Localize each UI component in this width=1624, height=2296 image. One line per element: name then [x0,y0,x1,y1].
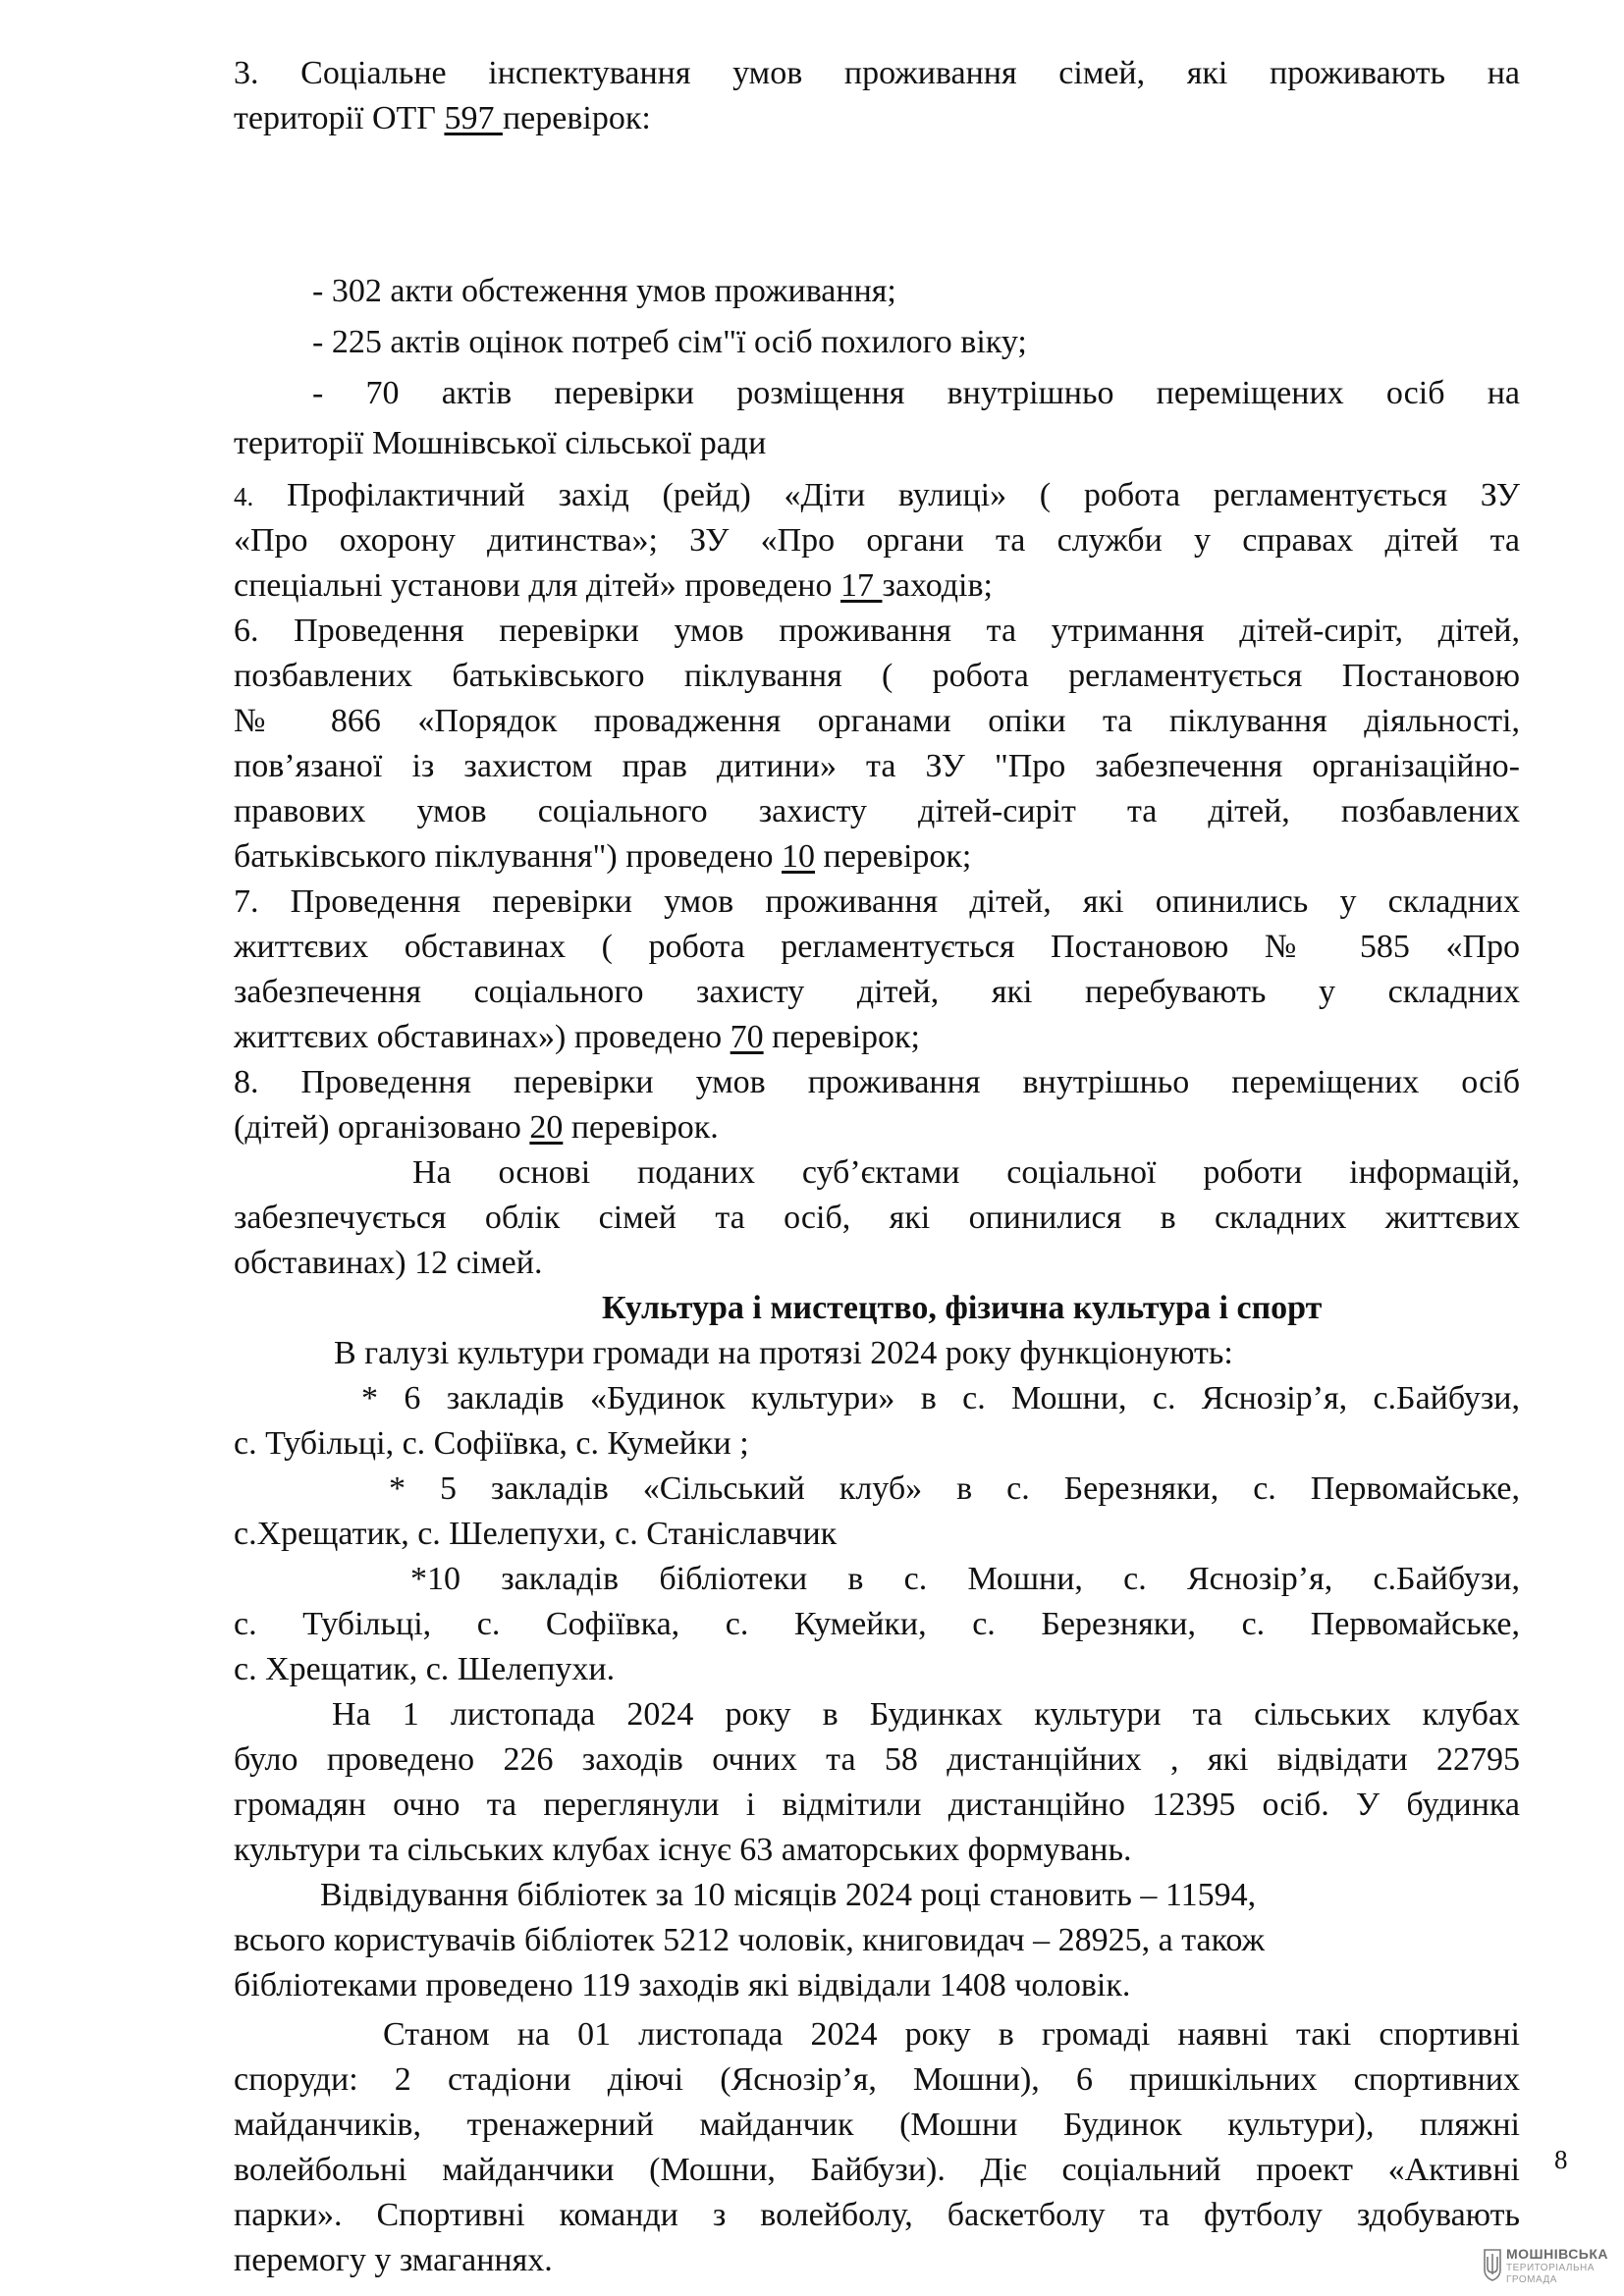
item7-line3: забезпечення соціального захисту дітей, які перебувають у складних [234,974,1520,1010]
footer-logo-name: МОШНІВСЬКА [1506,2246,1609,2262]
item7-line4: життєвих обставинах») проведено 70 перевірок; [234,1019,920,1055]
bullet-1: - 302 акти обстеження умов проживання; [312,273,896,309]
item4-line3: спеціальні установи для дітей» проведено 17 заходів; [234,567,993,604]
item7-line1: 7. Проведення перевірки умов проживання дітей, які опинились у складних [234,883,1520,920]
culture-libs-line3: с. Хрещатик, с. Шелепухи. [234,1651,616,1687]
sports-line4: волейбольні майданчики (Мошни, Байбузи). Діє соціальний проект «Активні [234,2152,1520,2188]
item6-line6: батьківського піклування") проведено 10 перевірок; [234,838,972,875]
basis-line1: На основі поданих суб’єктами соціальної роботи інформацій, [412,1154,1520,1191]
item8-line1: 8. Проведення перевірки умов проживання внутрішньо переміщених осіб [234,1064,1520,1100]
sports-line3: майданчиків, тренажерний майданчик (Мошни Будинок культури), пляжні [234,2107,1520,2143]
libraries-line3: бібліотеками проведено 119 заходів які відвідали 1408 чоловік. [234,1967,1131,2003]
events-line3: громадян очно та переглянули і відмітили дистанційно 12395 осіб. У будинка [234,1787,1520,1823]
libraries-line1: Відвідування бібліотек за 10 місяців 2024 році становить – 11594, [320,1877,1257,1913]
bullet-2: - 225 актів оцінок потреб сім"ї осіб похилого віку; [312,324,1027,360]
basis-line3: обставинах) 12 сімей. [234,1245,543,1281]
culture-intro: В галузі культури громади на протязі 2024 року функціонують: [334,1335,1233,1371]
culture-libs-line2: с. Тубільці, с. Софіївка, с. Кумейки, с. Березняки, с. Первомайське, [234,1606,1520,1642]
footer-logo-sub1: ТЕРИТОРІАЛЬНА [1506,2263,1595,2273]
item3-count: 597 [444,100,503,136]
basis-line2: забезпечується облік сімей та осіб, які опинилися в складних життєвих [234,1200,1520,1236]
events-line2: було проведено 226 заходів очних та 58 дистанційних , які відвідати 22795 [234,1741,1520,1778]
item6-line3: № 866 «Порядок провадження органами опіки та піклування діяльності, [234,703,1520,739]
sports-line2: споруди: 2 стадіони діючі (Яснозір’я, Мошни), 6 пришкільних спортивних [234,2061,1520,2098]
sports-line5: парки». Спортивні команди з волейболу, баскетболу та футболу здобувають [234,2197,1520,2233]
culture-clubs-line2: с.Хрещатик, с. Шелепухи, с. Станіславчик [234,1516,838,1552]
culture-clubs-line1: * 5 закладів «Сільський клуб» в с. Березняки, с. Первомайське, [389,1470,1520,1507]
footer-logo [1483,2246,1620,2293]
culture-houses-line1: * 6 закладів «Будинок культури» в с. Мошни, с. Яснозір’я, с.Байбузи, [361,1380,1520,1416]
culture-libs-line1: *10 закладів бібліотеки в с. Мошни, с. Яснозір’я, с.Байбузи, [410,1561,1520,1597]
bullet-3: - 70 актів перевірки розміщення внутрішньо переміщених осіб на [312,375,1520,411]
item4-line1: 4. Профілактичний захід (рейд) «Діти вулиці» ( робота регламентується ЗУ [234,477,1520,513]
bullet-3-cont: території Мошнівської сільської ради [234,425,767,461]
trident-crest-icon [1483,2248,1502,2281]
sports-line6: перемогу у змаганнях. [234,2242,553,2278]
item3-line2: території ОТГ 597 перевірок: [234,100,651,136]
events-line4: культури та сільських клубах існує 63 аматорських формувань. [234,1832,1132,1868]
section-heading: Культура і мистецтво, фізична культура і спорт [602,1290,1323,1326]
item4-line2: «Про охорону дитинства»; ЗУ «Про органи та служби у справах дітей та [234,522,1520,559]
item6-line4: пов’язаної із захистом прав дитини» та ЗУ "Про забезпечення організаційно- [234,748,1520,784]
events-line1: На 1 листопада 2024 року в Будинках культури та сільських клубах [332,1696,1520,1733]
sports-line1: Станом на 01 листопада 2024 року в громаді наявні такі спортивні [383,2016,1520,2053]
item6-line2: позбавлених батьківського піклування ( робота регламентується Постановою [234,658,1520,694]
footer-logo-sub2: ГРОМАДА [1506,2274,1557,2285]
page-number: 8 [1554,2145,1568,2174]
item6-line5: правових умов соціального захисту дітей-сиріт та дітей, позбавлених [234,793,1520,829]
item6-line1: 6. Проведення перевірки умов проживання та утримання дітей-сиріт, дітей, [234,613,1520,649]
culture-houses-line2: с. Тубільці, с. Софіївка, с. Кумейки ; [234,1425,749,1462]
item3-line1: 3. Соціальне інспектування умов проживання сімей, які проживають на [234,55,1520,91]
item8-line2: (дітей) організовано 20 перевірок. [234,1109,719,1146]
item7-line2: життєвих обставинах ( робота регламентується Постановою № 585 «Про [234,929,1520,965]
libraries-line2: всього користувачів бібліотек 5212 чоловік, книговидач – 28925, а також [234,1922,1266,1958]
